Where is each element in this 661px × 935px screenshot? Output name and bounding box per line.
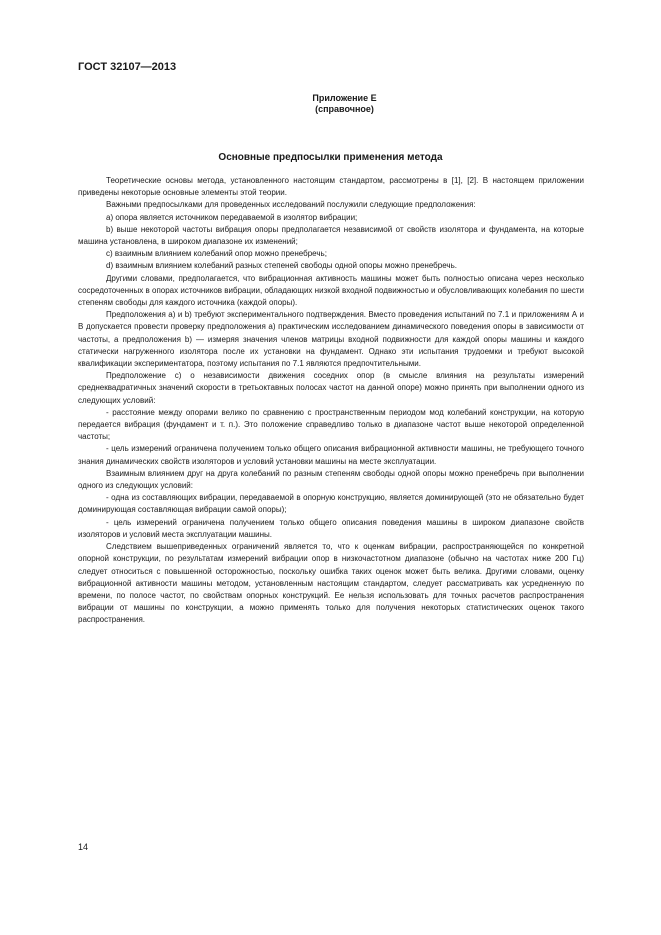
paragraph: Другими словами, предполагается, что вибрационная активность машины может быть полностью описана через несколько сосредоточенных в опорах источников вибрации, обладающих низкой входной подвижностью и обусловливающих колебания по шести степеням свободы для каждого источника (каждой опоры). xyxy=(78,273,584,308)
appendix-label: Приложение Е xyxy=(312,93,377,103)
body-text xyxy=(78,175,584,627)
paragraph: Важными предпосылками для проведенных исследований послужили следующие предположения: xyxy=(106,200,476,210)
paragraph: Следствием вышеприведенных ограничений является то, что к оценкам вибрации, распространяющейся по конкретной опорной конструкции, по результатам измерений вибрации опор в низкочастотном диапазоне (обычно на частотах ниже 200 Гц) следует относиться с повышенной осторожностью, поскольку ошибка таких оценок может быть велика. Другими словами, оценку вибрационной активности машины методом, установленным настоящим стандартом, следует рассматривать как усредненную по времени, по полосе частот, по свойствам опорных конструкций. Ее нельзя использовать для точных расчетов распространения вибрации от машины по конструкции, а можно применять только для получения некоторых статистических оценок такого распространения. xyxy=(78,542,584,625)
list-item: с) взаимным влиянием колебаний опор можно пренебречь; xyxy=(106,249,327,259)
section-title: Основные предпосылки применения метода xyxy=(218,152,443,163)
paragraph: Теоретические основы метода, установленного настоящим стандартом, рассмотрены в [1], [2]. В настоящем приложении приведены некоторые основные элементы этой теории. xyxy=(78,176,584,198)
paragraph: Взаимным влиянием друг на друга колебаний по разным степеням свободы одной опоры можно пренебречь при выполнении одного из следующих условий: xyxy=(78,468,584,491)
list-item: - расстояние между опорами велико по сравнению с пространственным периодом мод колебаний конструкции, на которую передается вибрация (фундамент и т. п.). Это положение справедливо только в диапазоне частот выше некоторой определенной частоты; xyxy=(78,407,584,442)
appendix-note: (справочное) xyxy=(315,104,374,114)
document-id: ГОСТ 32107—2013 xyxy=(78,61,177,73)
list-item: - одна из составляющих вибрации, передаваемой в опорную конструкцию, является доминирующей (это не обязательно будет доминирующая составляющая вибрации самой опоры); xyxy=(78,493,584,515)
list-item: - цель измерений ограничена получением только общего описания поведения машины в широком диапазоне свойств изоляторов и условий места эксплуатации машины. xyxy=(78,517,584,539)
paragraph: Предположение с) о независимости движения соседних опор (в смысле влияния на результаты измерений среднеквадратичных значений скорости в третьоктавных полосах частот на данной опоре) можно принять при выполнении одного из следующих условий: xyxy=(78,371,584,405)
list-item: d) взаимным влиянием колебаний разных степеней свободы одной опоры можно пренебречь. xyxy=(106,261,457,271)
list-item: - цель измерений ограничена получением только общего описания вибрационной активности машины, не требующего точного знания динамических свойств изоляторов и условий установки машины на месте эксплуатации. xyxy=(78,444,584,466)
appendix-heading xyxy=(0,93,661,115)
paragraph: Предположения а) и b) требуют экспериментального подтверждения. Вместо проведения испытаний по 7.1 и приложениям А и В допускается провести проверку предположения а) практическим исследованием динамического поведения опоры в зависимости от частоты, а предположения b) — измеряя значения членов матрицы входной подвижности для каждой опоры машины и каждого статически нагруженного изолятора после их установки на фундамент. Однако эти испытания трудоемки и требуют высокой квалификации экспериментатора, поэтому испытания по 7.1 являются предпочтительными. xyxy=(78,310,584,369)
list-item: а) опора является источником передаваемой в изолятор вибрации; xyxy=(106,212,358,222)
page-number: 14 xyxy=(78,842,89,852)
list-item: b) выше некоторой частоты вибрация опоры предполагается независимой от свойств изолятора и фундамента, на которые машина установлена, в широком диапазоне их изменений; xyxy=(78,224,584,247)
